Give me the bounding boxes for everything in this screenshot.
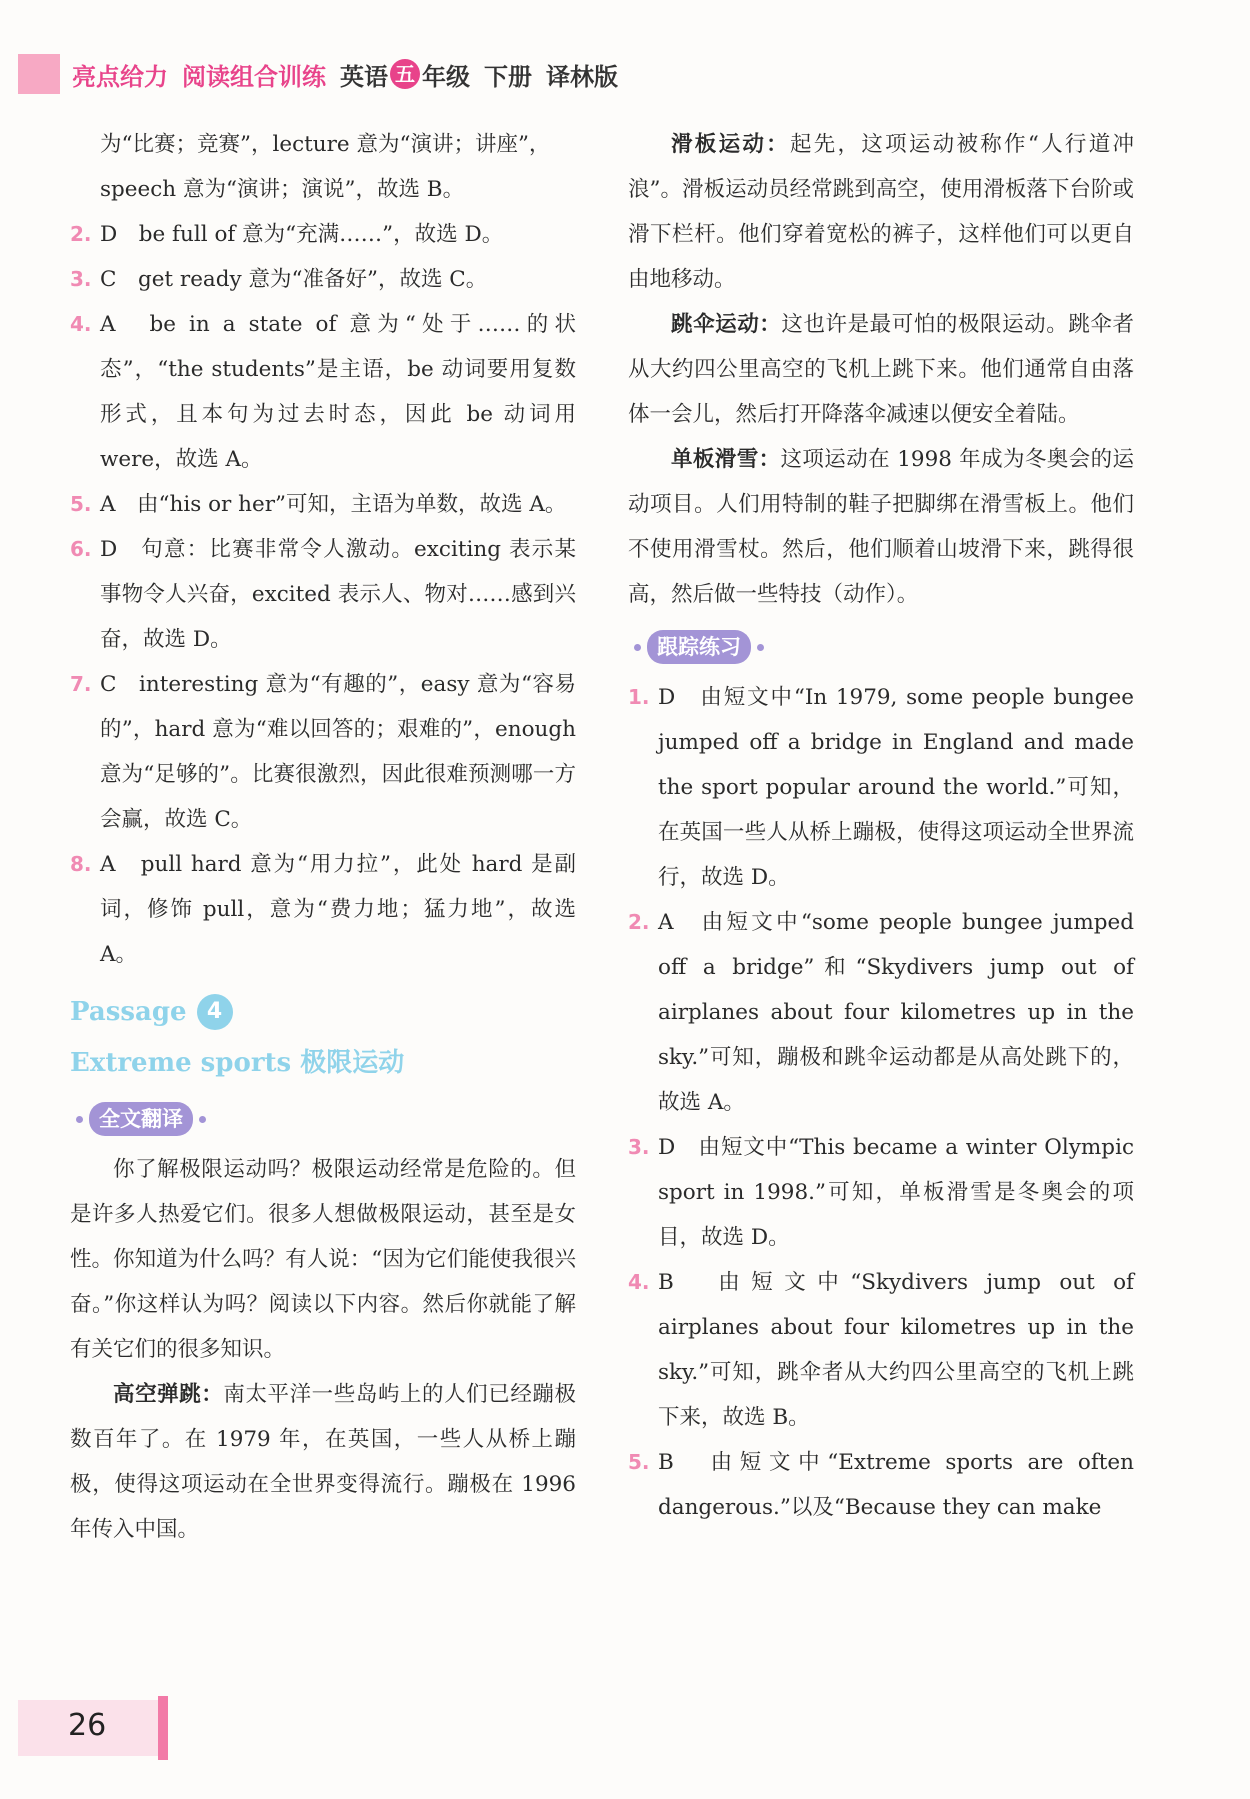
answer-number: 3. [70,267,92,291]
paragraph-text: 南太平洋一些岛屿上的人们已经蹦极数百年了。在 1979 年，在英国，一些人从桥上蹦极，使得这项运动在全世界变得流行。蹦极在 1996 年传入中国。 [70,1382,576,1542]
answer-number: 4. [70,312,92,336]
sport-term: 高空弹跳： [113,1382,224,1407]
answer-item [628,1440,1134,1530]
badge-dot [199,1116,206,1123]
header-color-block [18,54,60,94]
left-column [70,122,576,1552]
subject: 英语 [340,62,388,91]
answer-continuation-line: speech 意为“演讲；演说”，故选 B。 [100,177,465,202]
passage-title [70,987,576,1037]
answer-text: D 由短文中“This became a winter Olympic sport in 1998.”可知，单板滑雪是冬奥会的项目，故选 D。 [658,1135,1134,1250]
paragraph-text: 起先，这项运动被称作“人行道冲浪”。滑板运动员经常跳到高空，使用滑板落下台阶或滑下栏杆。他们穿着宽松的裤子，这样他们可以更自由地移动。 [628,132,1134,292]
answer-item [70,482,576,527]
exercise-badge-row [628,627,1134,667]
translation-paragraph [628,437,1134,617]
page-header [18,54,618,94]
answer-text: A 由“his or her”可知，主语为单数，故选 A。 [100,492,567,517]
answer-number: 2. [70,222,92,246]
sport-term: 单板滑雪： [671,447,781,472]
badge-dot [757,644,764,651]
grade-number-badge: 五 [390,59,420,89]
answer-text: B 由短文中“Skydivers jump out of airplanes about four kilometres up in the sky.”可知，跳伞者从大约四公里高空的飞机上跳下来，故选 B。 [658,1270,1134,1430]
translation-badge: 全文翻译 [89,1102,193,1136]
translation-paragraph [628,122,1134,302]
header-title [72,57,618,92]
answer-item [70,842,576,977]
answer-number: 4. [628,1270,650,1294]
translation-paragraph [70,1372,576,1552]
series-name: 亮点给力 [72,62,168,91]
answer-item [70,302,576,482]
answer-text: C interesting 意为“有趣的”，easy 意为“容易的”，hard 意为“难以回答的；艰难的”，enough 意为“足够的”。比赛很激烈，因此很难预测哪一方会赢，故选 C。 [100,672,576,832]
answer-text: A 由短文中“some people bungee jumped off a bridge”和“Skydivers jump out of airplanes about four kilometres up in the sky.”可知，蹦极和跳伞运动都是从高处跳下的，故选 A。 [658,910,1134,1115]
answer-item [70,212,576,257]
answer-number: 6. [70,537,92,561]
answer-number: 8. [70,852,92,876]
paragraph-text: 这也许是最可怕的极限运动。跳伞者从大约四公里高空的飞机上跳下来。他们通常自由落体一会儿，然后打开降落伞减速以便安全着陆。 [628,312,1134,427]
badge-dot [76,1116,83,1123]
answer-item [70,527,576,662]
answer-item [628,1125,1134,1260]
answer-item [628,675,1134,900]
answer-text: B 由短文中“Extreme sports are often dangerous.”以及“Because they can make [658,1450,1134,1520]
answer-number: 2. [628,910,650,934]
answer-number: 1. [628,685,650,709]
passage-number-badge: 4 [197,994,233,1030]
sport-term: 跳伞运动： [671,312,782,337]
answer-text: D 句意：比赛非常令人激动。exciting 表示某事物令人兴奋，excited 表示人、物对……感到兴奋，故选 D。 [100,537,576,652]
term: 下册 [484,62,532,91]
passage-subtitle: Extreme sports 极限运动 [70,1047,405,1078]
sport-term: 滑板运动： [671,132,790,157]
answer-item [628,900,1134,1125]
grade-suffix: 年级 [422,62,470,91]
answer-text: A be in a state of 意为“处于……的状态”，“the students”是主语，be 动词要用复数形式，且本句为过去时态，因此 be 动词用 were，故选 A。 [100,312,576,472]
answer-text: D be full of 意为“充满……”，故选 D。 [100,222,504,247]
answer-number: 5. [628,1450,650,1474]
right-column [628,122,1134,1530]
answer-item [70,662,576,842]
answer-number: 7. [70,672,92,696]
badge-dot [634,644,641,651]
answer-text: C get ready 意为“准备好”，故选 C。 [100,267,488,292]
translation-paragraph [628,302,1134,437]
answer-number: 5. [70,492,92,516]
paragraph-text: 这项运动在 1998 年成为冬奥会的运动项目。人们用特制的鞋子把脚绑在滑雪板上。他们不使用滑雪杖。然后，他们顺着山坡滑下来，跳得很高，然后做一些特技（动作）。 [628,447,1134,607]
answer-number: 3. [628,1135,650,1159]
page-number: 26 [68,1708,107,1743]
passage-label: Passage [70,996,187,1027]
answer-continuation-line: 为“比赛；竞赛”，lecture 意为“演讲；讲座”， [100,132,551,157]
answer-item [628,1260,1134,1440]
answer-text: A pull hard 意为“用力拉”，此处 hard 是副词，修饰 pull，意为“费力地；猛力地”，故选 A。 [100,852,576,967]
answer-item [70,257,576,302]
translation-badge-row [70,1099,576,1139]
exercise-badge: 跟踪练习 [647,630,751,664]
answer-text: D 由短文中“In 1979, some people bungee jumped off a bridge in England and made the sport popular around the world.”可知，在英国一些人从桥上蹦极，使得这项运动全世界流行，故选 D。 [658,685,1134,890]
page-number-accent [158,1696,168,1760]
edition: 译林版 [546,62,618,91]
translation-paragraph: 你了解极限运动吗？极限运动经常是危险的。但是许多人热爱它们。很多人想做极限运动，甚至是女性。你知道为什么吗？有人说：“因为它们能使我很兴奋。”你这样认为吗？阅读以下内容。然后你就能了解有关它们的很多知识。 [70,1157,576,1362]
book-title: 阅读组合训练 [182,62,326,91]
